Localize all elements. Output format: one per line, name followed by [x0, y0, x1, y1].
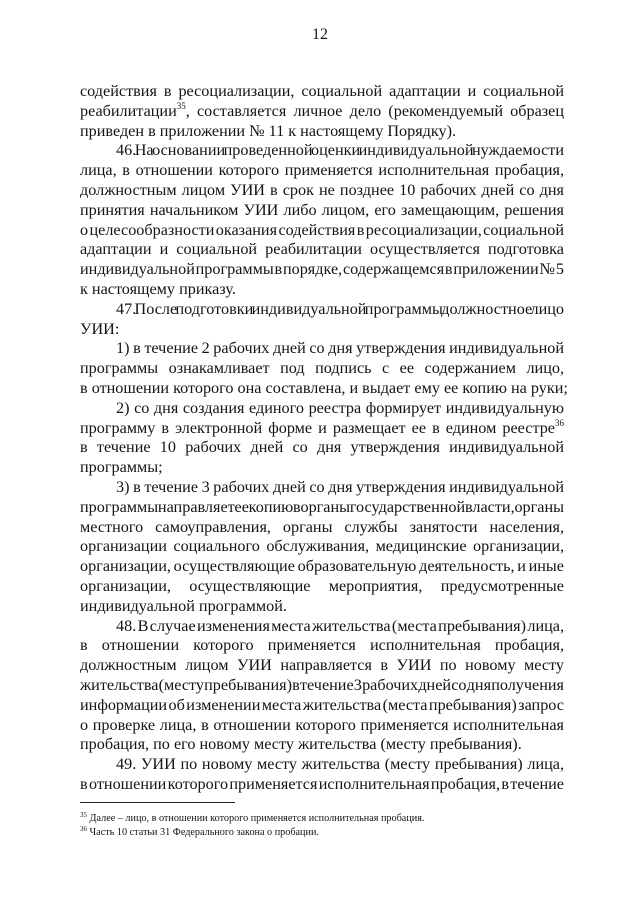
- text-line: [80, 300, 564, 320]
- text-line: [80, 181, 564, 201]
- line-text: лица, в отношении которого применяется исполнительная пробация,: [80, 161, 564, 180]
- line-text: 2) со дня создания единого реестра формирует индивидуальную: [116, 398, 564, 417]
- text-line: [80, 537, 564, 557]
- text-line: [80, 518, 564, 538]
- text-line: [80, 438, 564, 458]
- line-text: 47. После подготовки индивидуальной программы должностное лицо: [116, 299, 564, 318]
- line-text: пробация, по его новому месту жительства (месту пребывания).: [80, 735, 522, 754]
- line-text: программу в электронной форме и размещает ее в едином реестре: [80, 418, 555, 437]
- line-text: жительства (месту пребывания) в течение 3 рабочих дней со дня получения: [80, 675, 564, 694]
- line-text: организации, осуществляющие мероприятия, предусмотренные: [80, 576, 564, 595]
- line-text: приведен в приложении № 11 к настоящему Порядку).: [80, 121, 457, 140]
- line-text: программы;: [80, 458, 163, 477]
- line-text: в отношении которого она составлена, и выдает ему ее копию на руки;: [80, 378, 568, 397]
- text-line: [80, 735, 564, 755]
- line-text: программы направляет ее копию в органы государственной власти, органы: [80, 497, 564, 516]
- text-line: [80, 82, 564, 102]
- text-line: [80, 636, 564, 656]
- text-line: [80, 577, 564, 597]
- text-line: [80, 557, 564, 577]
- line-text: должностным лицом УИИ направляется в УИИ по новому месту: [80, 656, 564, 675]
- line-text: о проверке лица, в отношении которого применяется исполнительная: [80, 715, 564, 734]
- footnote: [80, 826, 560, 839]
- text-line: [80, 696, 564, 716]
- text-line: [80, 102, 564, 122]
- footnote-ref: 36: [555, 417, 564, 428]
- text-line: [80, 716, 564, 736]
- line-text: принятия начальником УИИ либо лицом, его замещающим, решения: [80, 200, 564, 219]
- text-line: [80, 240, 564, 260]
- line-text: 1) в течение 2 рабочих дней со дня утверждения индивидуальной: [116, 339, 564, 358]
- line-text: должностным лицом УИИ в срок не позднее 10 рабочих дней со дня: [80, 180, 564, 199]
- document-body: [80, 82, 568, 795]
- line-text: информации об изменении места жительства (места пребывания) запрос: [80, 695, 564, 714]
- text-line: [80, 478, 564, 498]
- text-line: [80, 617, 564, 637]
- footnote: [80, 812, 560, 825]
- line-text: в отношении которого применяется исполнительная пробация, в течение: [80, 774, 564, 793]
- text-line: [80, 498, 564, 518]
- line-text: индивидуальной программой.: [80, 596, 287, 615]
- text-line: [80, 656, 564, 676]
- text-line: [80, 359, 564, 379]
- line-text: в течение 10 рабочих дней со дня утверждения индивидуальной: [80, 438, 564, 457]
- text-line: [80, 339, 564, 359]
- page-number: 12: [312, 26, 328, 43]
- text-line: [80, 122, 564, 142]
- line-text: в отношении которого применяется исполнительная пробация,: [80, 636, 564, 655]
- footnote-text: Часть 10 статьи 31 Федерального закона о пробации.: [87, 827, 319, 838]
- line-text: к настоящему приказу.: [80, 279, 236, 298]
- text-line: [80, 161, 564, 181]
- line-text: УИИ:: [80, 319, 120, 338]
- line-text: реабилитации: [80, 101, 177, 120]
- text-line: [80, 201, 564, 221]
- line-text: 3) в течение 3 рабочих дней со дня утверждения индивидуальной: [116, 477, 564, 496]
- text-line: [80, 458, 564, 478]
- line-text-rest: , составляется личное дело (рекомендуемый образец: [185, 101, 564, 120]
- footnote-ref: 35: [176, 100, 186, 111]
- text-line: [80, 399, 564, 419]
- footnote-number: 36: [80, 825, 87, 833]
- line-text: 48. В случае изменения места жительства (места пребывания) лица,: [116, 616, 564, 635]
- line-text: местного самоуправления, органы службы занятости населения,: [80, 517, 564, 536]
- footnote-number: 35: [80, 811, 87, 819]
- footnote-text: Далее – лицо, в отношении которого применяется исполнительная пробация.: [87, 813, 425, 824]
- line-text: индивидуальной программы в порядке, содержащемся в приложении № 5: [80, 260, 564, 279]
- text-line: [80, 378, 568, 399]
- text-line: [80, 221, 564, 241]
- text-line: [80, 260, 564, 280]
- text-line: [80, 419, 564, 439]
- line-text: содействия в ресоциализации, социальной адаптации и социальной: [80, 82, 564, 100]
- line-text: 46. На основании проведенной оценки индивидуальной нуждаемости: [116, 141, 564, 160]
- text-line: [80, 755, 564, 775]
- text-line: [80, 775, 564, 795]
- text-line: [80, 597, 564, 617]
- text-line: [80, 320, 564, 340]
- line-text: адаптации и социальной реабилитации осуществляется подготовка: [80, 240, 564, 259]
- line-text: о целесообразности оказания содействия в ресоциализации, социальной: [80, 220, 564, 239]
- line-text: программы ознакамливает под подпись с ее содержанием лицо,: [80, 359, 564, 378]
- text-line: [80, 280, 564, 300]
- text-line: [80, 676, 564, 696]
- line-text: организации, осуществляющие образовательную деятельность, и иные: [80, 557, 564, 576]
- line-text: организации социального обслуживания, медицинские организации,: [80, 537, 564, 556]
- line-text: 49. УИИ по новому месту жительства (месту пребывания) лица,: [116, 755, 564, 774]
- footnote-separator: [80, 802, 235, 803]
- text-line: [80, 141, 564, 161]
